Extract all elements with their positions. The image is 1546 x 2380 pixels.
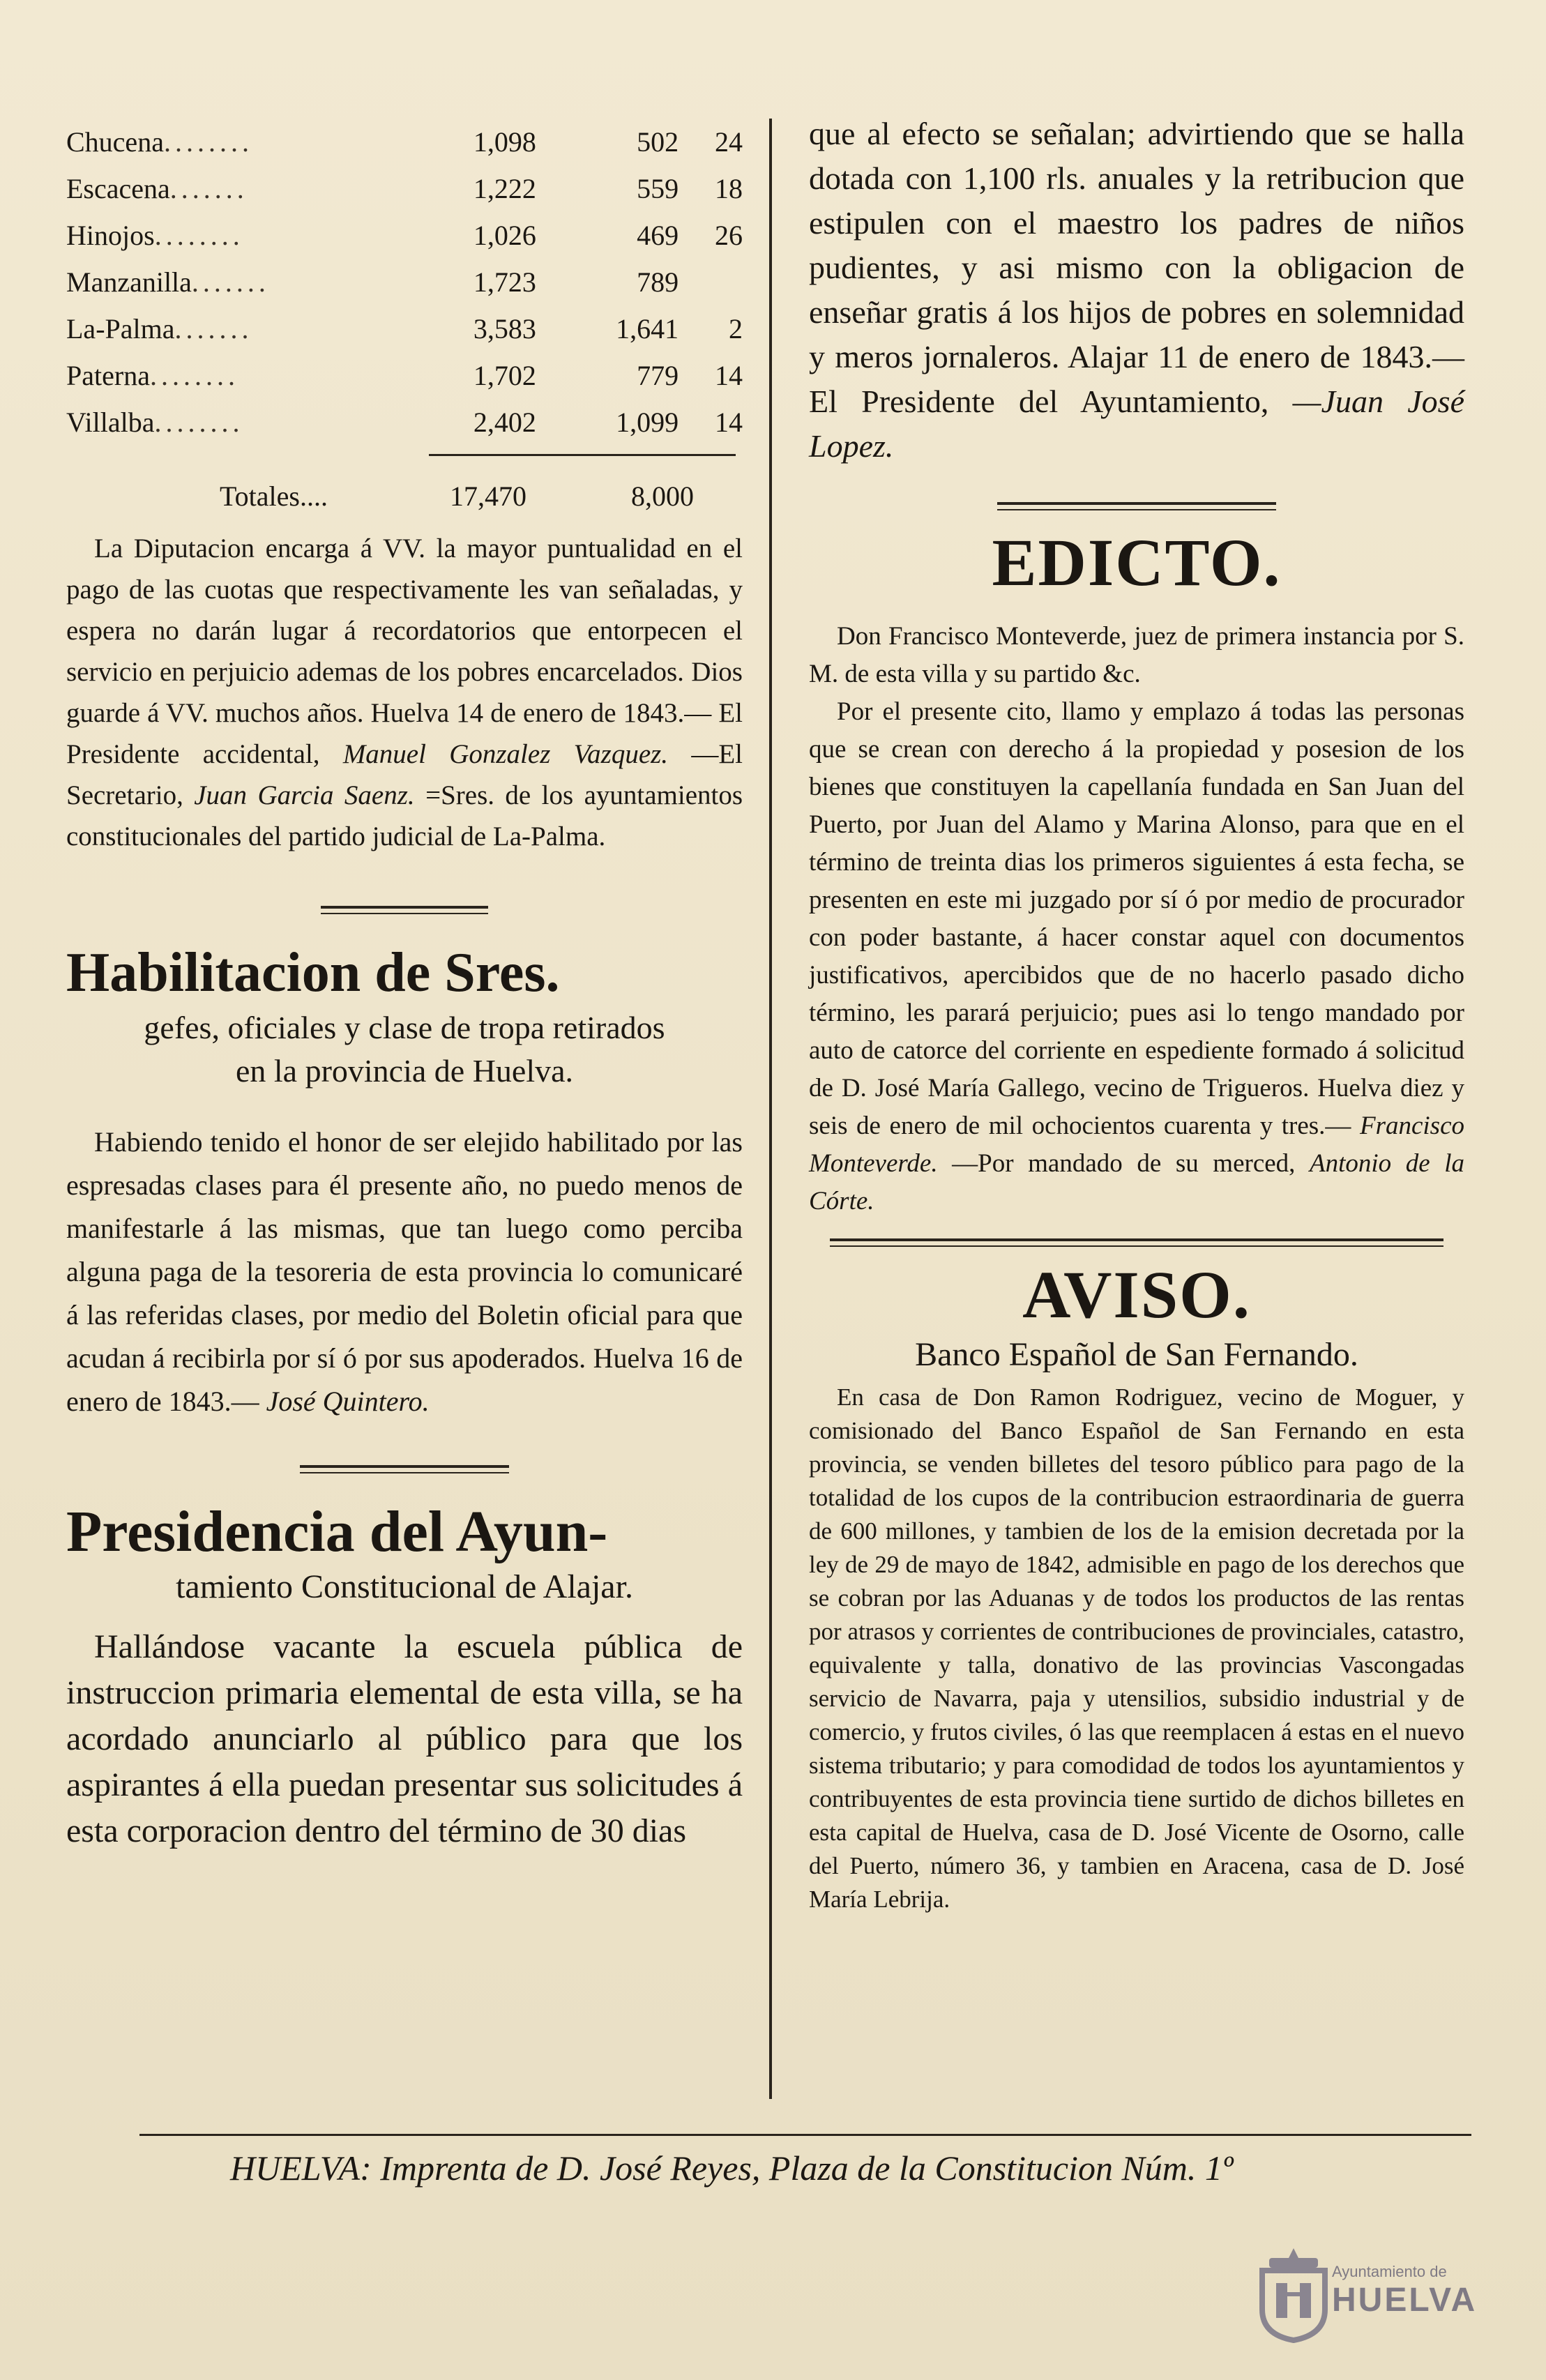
town-name: Escacena.......: [66, 173, 248, 204]
town-fraction: 14: [715, 407, 743, 438]
sum-rule: [429, 454, 736, 456]
footer-rule: [139, 2134, 1471, 2136]
edicto-notice: [809, 618, 1464, 1220]
habilitacion-signer: José Quintero.: [266, 1386, 430, 1417]
presidencia-sub: tamiento Constitucional de Alajar.: [176, 1568, 633, 1605]
town-fraction: [679, 259, 743, 305]
edicto-mid: —Por mandado de su merced,: [952, 1149, 1296, 1178]
table-row: [66, 352, 743, 399]
habilitacion-text: Habiendo tenido el honor de ser elejido habilitado por las espresadas clases para él presente año, no puedo menos de manifestarle á las mismas, que tan luego como perciba alguna paga de la tesoreria de esta provincia lo comunicaré á las referidas clases, por medio del Boletin oficial para que acudan á recibirla por sí ó por sus apoderados. Huelva 16 de enero de 1843.—: [66, 1126, 743, 1417]
diputacion-notice: [66, 528, 743, 857]
habilitacion-sub1: gefes, oficiales y clase de tropa retirados: [144, 1010, 665, 1045]
totals-label: Totales....: [220, 480, 328, 512]
town-population: 2,402: [473, 407, 536, 438]
town-population: 3,583: [473, 313, 536, 344]
town-value: 469: [637, 220, 679, 251]
town-population: 1,702: [473, 360, 536, 391]
seal-line2: HUELVA: [1332, 2282, 1478, 2319]
edicto-signer2: Antonio de la Córte.: [809, 1149, 1465, 1215]
table-row: [66, 119, 743, 165]
town-fraction: 26: [715, 220, 743, 251]
town-name: Villalba........: [66, 407, 244, 438]
table-row: [66, 305, 743, 352]
section-divider: [321, 906, 488, 914]
town-name: Manzanilla.......: [66, 266, 270, 298]
diputacion-mid: —El Secretario,: [66, 739, 743, 810]
seal-line1: Ayuntamiento de: [1332, 2263, 1447, 2280]
town-value: 559: [637, 173, 679, 204]
habilitacion-notice: [66, 1121, 743, 1423]
aviso-title: AVISO.: [1022, 1257, 1251, 1332]
town-population: 1,723: [473, 266, 536, 298]
edicto-intro: Don Francisco Monteverde, juez de primera instancia por S. M. de esta villa y su partido &c.: [809, 622, 1464, 688]
diputacion-text: La Diputacion encarga á VV. la mayor puntualidad en el pago de las cuotas que respectivamente les van señaladas, y espera no darán lugar á recordatorios que entorpecen el servicio en perjuicio ademas de los pobres encarcelados. Dios guarde á VV. muchos años. Huelva 14 de enero de 1843.— El Presidente accidental,: [66, 533, 743, 769]
town-value: 1,099: [616, 407, 679, 438]
town-name: Paterna........: [66, 360, 239, 391]
table-row: [66, 399, 743, 446]
seal-text: [1332, 2263, 1477, 2319]
presidencia-notice: [66, 1624, 743, 1854]
diputacion-signer1: Manuel Gonzalez Vazquez.: [342, 739, 669, 769]
alajar-continuation: [809, 112, 1464, 469]
presidencia-text: Hallándose vacante la escuela pública de instruccion primaria elemental de esta villa, se ha acordado anunciarlo al público para que los aspirantes á ella puedan presentar sus solicitudes á esta corporacion dentro del término de 30 dias: [66, 1628, 743, 1849]
town-fraction: 18: [715, 173, 743, 204]
population-table: [66, 119, 743, 446]
edicto-text: Por el presente cito, llamo y emplazo á todas las personas que se crean con derecho á la propiedad y posesion de los bienes que constituyen la capellanía fundada en San Juan del Puerto, por Juan del Alamo y Marina Alonso, para que en el término de treinta dias los primeros siguientes á esta fecha, se presenten en este mi juzgado por sí ó por medio de procurador con poder bastante, á hacer constar aquel con documentos justificativos, apercibidos que de no hacerlo pasado dicho término, les parará perjuicio; pues asi lo tengo mandado por auto de catorce del corriente en espediente formado á solicitud de D. José María Gallego, vecino de Trigueros. Huelva diez y seis de enero de mil ochocientos cuarenta y tres.—: [809, 697, 1464, 1140]
table-row: [66, 165, 743, 212]
town-fraction: 14: [715, 360, 743, 391]
diputacion-signer2: Juan Garcia Saenz.: [194, 780, 415, 810]
town-value: 1,641: [616, 313, 679, 344]
presidencia-title: Presidencia del Ayun-: [66, 1499, 608, 1564]
total-population: 17,470: [450, 480, 526, 512]
town-name: Chucena........: [66, 126, 253, 158]
alajar-text: que al efecto se señalan; advirtiendo que se halla dotada con 1,100 rls. anuales y la retribucion que estipulen con el maestro los padres de niños pudientes, y asi mismo con la obligacion de enseñar gratis á los hijos de pobres en solemnidad y meros jornaleros. Alajar 11 de enero de 1843.—El Presidente del Ayuntamiento,: [809, 116, 1464, 419]
section-divider-3: [997, 502, 1276, 510]
right-column: [809, 112, 1464, 1916]
town-value: 789: [637, 266, 679, 298]
table-row: [66, 259, 743, 305]
totals-row: [220, 480, 743, 513]
aviso-sub: Banco Español de San Fernando.: [915, 1336, 1358, 1373]
habilitacion-sub2: en la provincia de Huelva.: [235, 1053, 574, 1089]
town-name: La-Palma.......: [66, 313, 253, 344]
town-fraction: 2: [729, 313, 743, 344]
edicto-signer1: Francisco Monteverde.: [809, 1112, 1464, 1178]
table-row: [66, 212, 743, 259]
town-value: 502: [637, 126, 679, 158]
aviso-notice: [809, 1381, 1464, 1916]
aviso-text: En casa de Don Ramon Rodriguez, vecino de Moguer, y comisionado del Banco Español de San Fernando en esta provincia, se venden billetes del tesoro público para pago de la totalidad de los cupos de la contribucion estraordinaria de guerra de 600 millones, y tambien de los de la emision decretada por la ley de 29 de mayo de 1842, admisible en pago de los derechos que se cobran por las Aduanas y de todos los productos de las rentas por atrasos y corrientes de contribuciones de provinciales, catastro, equivalente y talla, donativo de las provincias Vascongadas servicio de Navarra, paja y utensilios, subsidio industrial y de comercio, y frutos civiles, ó las que reemplacen á estas en el nuevo sistema tributario; y para comodidad de todos los ayuntamientos y contribuyentes de esta provincia tiene surtido de dichos billetes en esta capital de Huelva, casa de D. José Vicente de Osorno, calle del Puerto, número 36, y tambien en Aracena, casa de D. José María Lebrija.: [809, 1384, 1464, 1913]
edicto-title: EDICTO.: [992, 525, 1282, 600]
town-population: 1,026: [473, 220, 536, 251]
left-column: [66, 119, 743, 1854]
town-fraction: 24: [715, 126, 743, 158]
town-population: 1,222: [473, 173, 536, 204]
habilitacion-title: Habilitacion de Sres.: [66, 942, 560, 1003]
printer-footer: HUELVA: Imprenta de D. José Reyes, Plaza de la Constitucion Núm. 1º: [230, 2148, 1234, 2188]
total-value: 8,000: [631, 480, 694, 512]
city-seal-icon: [1255, 2245, 1332, 2343]
section-divider-2: [300, 1465, 509, 1473]
town-name: Hinojos........: [66, 220, 244, 251]
town-value: 779: [637, 360, 679, 391]
column-divider: [769, 119, 772, 2099]
diputacion-tail: =Sres. de los ayuntamientos constitucionales del partido judicial de La-Palma.: [66, 780, 743, 851]
alajar-signer: —Juan José Lopez.: [809, 384, 1464, 464]
section-divider-4: [830, 1238, 1443, 1247]
town-population: 1,098: [473, 126, 536, 158]
